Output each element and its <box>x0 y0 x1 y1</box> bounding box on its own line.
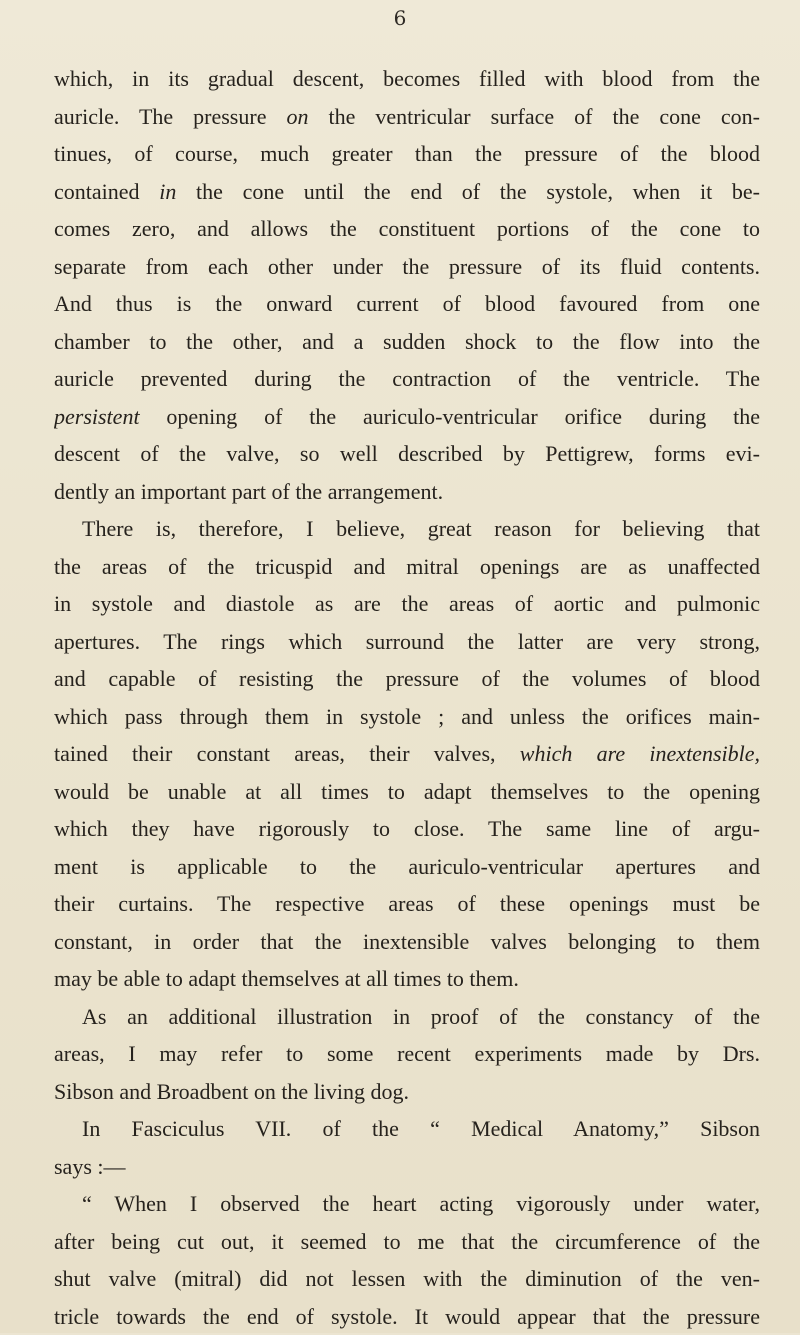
text-line <box>54 98 760 136</box>
text-line <box>54 960 760 998</box>
text-segment: their curtains. The respective areas of these openings must be <box>54 891 760 916</box>
italic-text-segment: which are inextensible, <box>520 741 760 766</box>
text-line <box>54 135 760 173</box>
text-segment: which pass through them in systole ; and unless the orifices main- <box>54 704 760 729</box>
text-line <box>54 735 760 773</box>
text-segment: in systole and diastole as are the areas of aortic and pulmonic <box>54 591 760 616</box>
text-line <box>54 1298 760 1335</box>
text-segment: the ventricular surface of the cone con- <box>308 104 760 129</box>
text-segment: contained <box>54 179 159 204</box>
text-segment: descent of the valve, so well described by Pettigrew, forms evi- <box>54 441 760 466</box>
text-segment: tained their constant areas, their valves, <box>54 741 520 766</box>
text-line <box>54 885 760 923</box>
text-line <box>54 60 760 98</box>
text-line <box>54 698 760 736</box>
text-segment: There is, therefore, I believe, great reason for believing that <box>82 516 760 541</box>
text-segment: In Fasciculus VII. of the “ Medical Anatomy,” Sibson <box>82 1116 760 1141</box>
text-segment: which, in its gradual descent, becomes filled with blood from the <box>54 66 760 91</box>
text-line <box>54 923 760 961</box>
text-line <box>54 548 760 586</box>
text-line <box>54 848 760 886</box>
text-segment: “ When I observed the heart acting vigorously under water, <box>82 1191 760 1216</box>
text-line <box>54 248 760 286</box>
text-line <box>54 1073 760 1111</box>
text-line <box>54 998 760 1036</box>
text-line <box>54 210 760 248</box>
text-segment: would be unable at all times to adapt themselves to the opening <box>54 779 760 804</box>
text-segment: the areas of the tricuspid and mitral openings are as unaffected <box>54 554 760 579</box>
text-line <box>54 1223 760 1261</box>
text-segment: may be able to adapt themselves at all times to them. <box>54 966 519 991</box>
text-segment: constant, in order that the inextensible valves belonging to them <box>54 929 760 954</box>
text-segment: chamber to the other, and a sudden shock to the flow into the <box>54 329 760 354</box>
text-line <box>54 510 760 548</box>
text-segment: auricle prevented during the contraction of the ventricle. The <box>54 366 760 391</box>
text-segment: which they have rigorously to close. The same line of argu- <box>54 816 760 841</box>
text-segment: separate from each other under the pressure of its fluid contents. <box>54 254 760 279</box>
text-line <box>54 323 760 361</box>
text-segment: opening of the auriculo-ventricular orifice during the <box>140 404 760 429</box>
text-line <box>54 1110 760 1148</box>
italic-text-segment: in <box>159 179 176 204</box>
text-segment: ment is applicable to the auriculo-ventricular apertures and <box>54 854 760 879</box>
text-segment: tricle towards the end of systole. It would appear that the pressure <box>54 1304 760 1329</box>
italic-text-segment: persistent <box>54 404 140 429</box>
text-line <box>54 810 760 848</box>
text-line <box>54 173 760 211</box>
text-line <box>54 285 760 323</box>
body-text <box>54 60 760 1335</box>
text-segment: comes zero, and allows the constituent portions of the cone to <box>54 216 760 241</box>
text-line <box>54 1185 760 1223</box>
text-line <box>54 773 760 811</box>
text-segment: tinues, of course, much greater than the pressure of the blood <box>54 141 760 166</box>
text-line <box>54 398 760 436</box>
page-number: 6 <box>0 6 800 30</box>
text-segment: shut valve (mitral) did not lessen with the diminution of the ven- <box>54 1266 760 1291</box>
text-segment: As an additional illustration in proof of the constancy of the <box>82 1004 760 1029</box>
text-segment: and capable of resisting the pressure of the volumes of blood <box>54 666 760 691</box>
text-segment: auricle. The pressure <box>54 104 286 129</box>
text-segment: And thus is the onward current of blood favoured from one <box>54 291 760 316</box>
text-line <box>54 1148 760 1186</box>
text-line <box>54 473 760 511</box>
text-segment: apertures. The rings which surround the latter are very strong, <box>54 629 760 654</box>
italic-text-segment: on <box>286 104 308 129</box>
text-segment: Sibson and Broadbent on the living dog. <box>54 1079 409 1104</box>
text-segment: the cone until the end of the systole, when it be- <box>176 179 760 204</box>
text-line <box>54 1035 760 1073</box>
text-line <box>54 623 760 661</box>
text-line <box>54 360 760 398</box>
text-segment: areas, I may refer to some recent experiments made by Drs. <box>54 1041 760 1066</box>
text-line <box>54 1260 760 1298</box>
text-line <box>54 585 760 623</box>
text-line <box>54 435 760 473</box>
text-segment: says :— <box>54 1154 126 1179</box>
text-line <box>54 660 760 698</box>
text-segment: dently an important part of the arrangement. <box>54 479 443 504</box>
text-segment: after being cut out, it seemed to me that the circumference of the <box>54 1229 760 1254</box>
